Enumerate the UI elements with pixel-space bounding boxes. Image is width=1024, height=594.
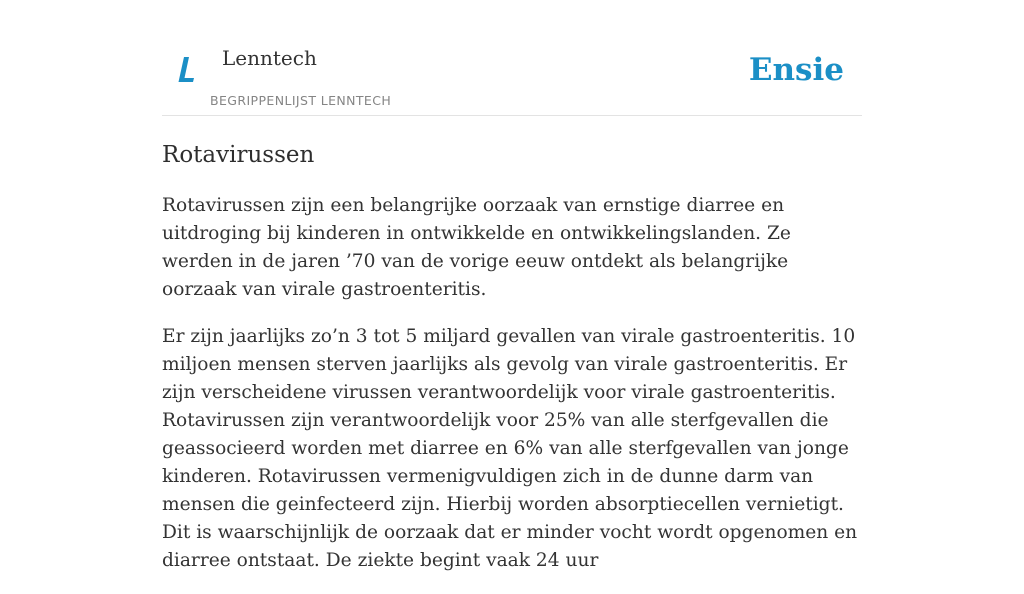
lenntech-logo-icon[interactable] xyxy=(176,50,198,84)
article-paragraph: Er zijn jaarlijks zo’n 3 tot 5 miljard gevallen van virale gastroenteritis. 10 miljoen mensen sterven jaarlijks als gevolg van virale gastroenteritis. Er zijn verscheidene virussen verantwoordelijk voor virale gastroenteritis. Rotavirussen zijn verantwoordelijk voor 25% van alle sterfgevallen die geassocieerd worden met diarree en 6% van alle sterfgevallen van jonge kinderen. Rotavirussen vermenigvuldigen zich in de dunne darm van mensen die geinfecteerd zijn. Hierbij worden absorptiecellen vernietigt. Dit is waarschijnlijk de oorzaak dat er minder vocht wordt opgenomen en diarree ontstaat. De ziekte begint vaak 24 uur xyxy=(162,326,858,571)
article-body xyxy=(162,192,862,594)
header-divider xyxy=(162,115,862,116)
article-paragraph: Rotavirussen zijn een belangrijke oorzaak van ernstige diarree en uitdroging bij kinderen in ontwikkelde en ontwikkelingslanden. Ze werden in de jaren ’70 van de vorige eeuw ontdekt als belangrijke oorzaak van virale gastroenteritis. xyxy=(162,195,791,300)
site-name[interactable]: Lenntech xyxy=(222,46,317,70)
document-page xyxy=(162,0,862,571)
section-label: BEGRIPPENLIJST LENNTECH xyxy=(210,93,392,108)
page-title: Rotavirussen xyxy=(162,142,315,168)
brand-logo[interactable]: Ensie xyxy=(748,52,844,88)
